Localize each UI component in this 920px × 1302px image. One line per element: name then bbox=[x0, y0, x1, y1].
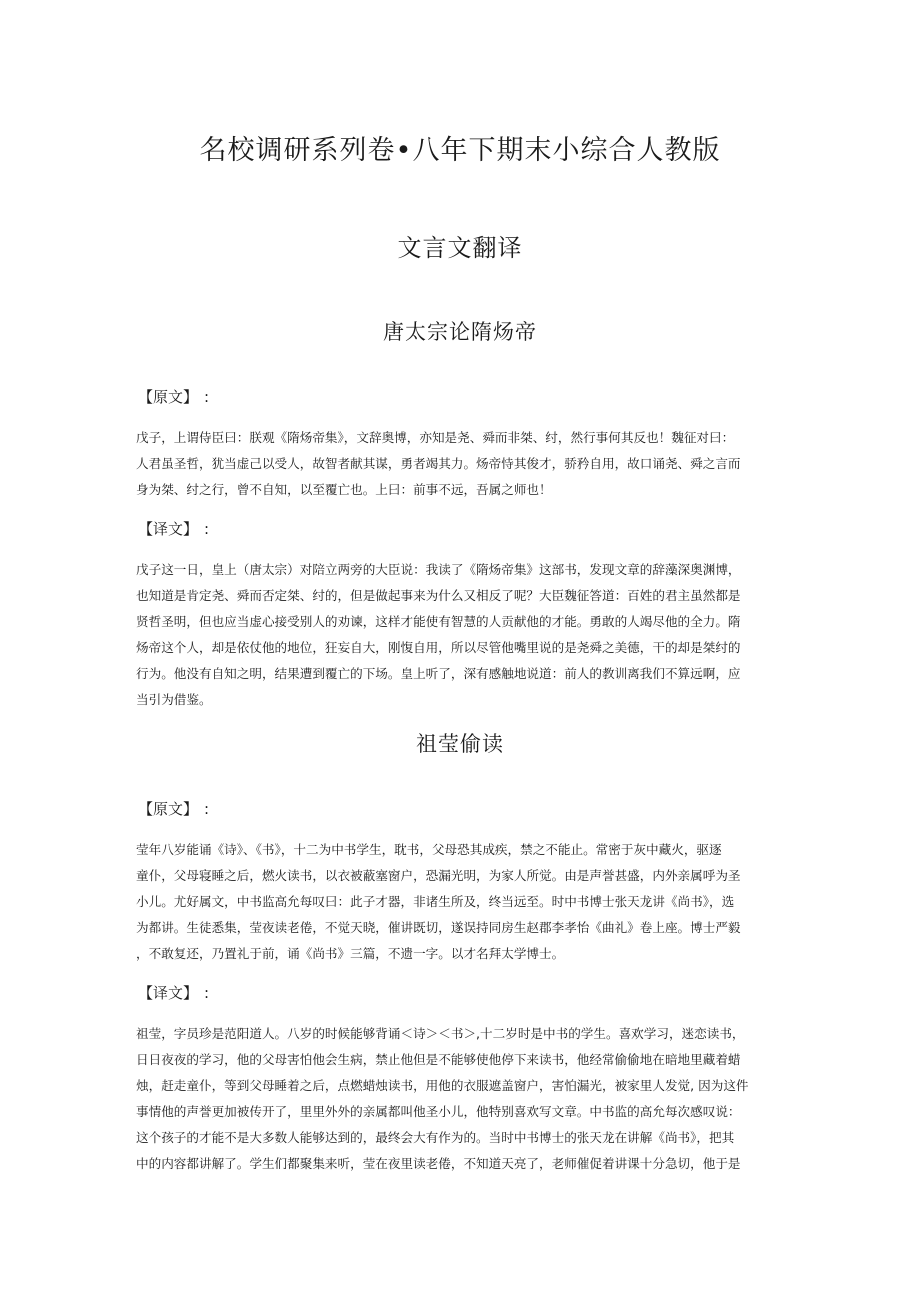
original-text-1 bbox=[136, 425, 786, 503]
document-sub-title: 文言文翻译 bbox=[397, 234, 523, 262]
label-colon: : bbox=[204, 520, 210, 538]
text-line: 日日夜夜的学习，他的父母害怕他会生病，禁止他但是不能够使他停下来读书，他经常偷偷地在暗地里藏着蜡 bbox=[136, 1052, 741, 1067]
text-line: 身为桀、纣之行，曾不自知，以至覆亡也。上曰：前事不远，吾属之师也！ bbox=[136, 482, 552, 497]
text-line: 这个孩子的才能不是大多数人能够达到的，最终会大有作为的。当时中书博士的张天龙在讲解《尚书》，把其 bbox=[136, 1130, 735, 1145]
original-label-text: 【原文】 bbox=[138, 800, 199, 818]
original-label-text: 【原文】 bbox=[138, 388, 199, 406]
original-label-1 bbox=[138, 386, 209, 407]
text-line: 祖莹，字员珍是范阳道人。八岁的时候能够背诵＜诗＞＜书＞,十二岁时是中书的学生。喜欢学习，迷恋读书， bbox=[136, 1026, 745, 1041]
translation-label-text: 【译文】 bbox=[138, 520, 199, 538]
text-line: 童仆，父母寝睡之后，燃火读书，以衣被蔽塞窗户，恐漏光明，为家人所觉。由是声誉甚盛，内外亲属呼为圣 bbox=[136, 868, 741, 883]
text-line: 炀帝这个人，却是依仗他的地位，狂妄自大，刚愎自用，所以尽管他嘴里说的是尧舜之美德，干的却是桀纣的 bbox=[136, 640, 741, 655]
original-text-2 bbox=[136, 837, 786, 967]
text-line: 事情他的声誉更加被传开了，里里外外的亲属都叫他圣小儿，他特别喜欢写文章。中书监的高允每次感叹说： bbox=[136, 1104, 741, 1119]
translation-label-1 bbox=[138, 518, 209, 539]
text-line: 戊子，上谓侍臣曰：朕观《隋炀帝集》，文辞奥博，亦知是尧、舜而非桀、纣，然行事何其反也！魏征对曰： bbox=[136, 430, 735, 445]
translation-label-2 bbox=[138, 982, 209, 1003]
text-line: 莹年八岁能诵《诗》、《书》，十二为中书学生，耽书，父母恐其成疾，禁之不能止。常密于灰中藏火，驱逐 bbox=[136, 842, 722, 857]
text-line: 中的内容都讲解了。学生们都聚集来听，莹在夜里读老倦，不知道天亮了，老师催促着讲课十分急切，他于是 bbox=[136, 1156, 741, 1171]
text-line: 小儿。尤好属文，中书监高允每叹曰：此子才器，非诸生所及，终当远至。时中书博士张天龙讲《尚书》，选 bbox=[136, 894, 735, 909]
text-line: 戊子这一日，皇上（唐太宗）对陪立两旁的大臣说：我读了《隋炀帝集》这部书，发现文章的辞藻深奥渊博， bbox=[136, 562, 741, 577]
document-main-title: 名校调研系列卷•八年下期末小综合人教版 bbox=[199, 135, 721, 166]
label-colon: : bbox=[204, 984, 210, 1002]
text-line: 人君虽圣哲，犹当虚己以受人，故智者献其谋，勇者竭其力。炀帝恃其俊才，骄矜自用，故口诵尧、舜之言而 bbox=[136, 456, 741, 471]
label-colon: : bbox=[204, 388, 210, 406]
text-line: 为都讲。生徒悉集，莹夜读老倦，不觉天晓，催讲既切，遂误持同房生赵郡李孝怡《曲礼》卷上座。博士严毅 bbox=[136, 920, 741, 935]
text-line: ，不敢复还，乃置礼于前，诵《尚书》三篇，不遗一字。以才名拜太学博士。 bbox=[136, 946, 565, 961]
text-line: 贤哲圣明，但也应当虚心接受别人的劝谏，这样才能使有智慧的人贡献他的才能。勇敢的人竭尽他的全力。隋 bbox=[136, 614, 741, 629]
label-colon: : bbox=[204, 800, 210, 818]
text-line: 当引为借鉴。 bbox=[136, 692, 212, 707]
story-title-1: 唐太宗论隋炀帝 bbox=[383, 320, 537, 344]
translation-text-2 bbox=[136, 1021, 786, 1177]
text-line: 也知道是肯定尧、舜而否定桀、纣的，但是做起事来为什么又相反了呢？大臣魏征答道：百姓的君主虽然都是 bbox=[136, 588, 741, 603]
translation-label-text: 【译文】 bbox=[138, 984, 199, 1002]
translation-text-1 bbox=[136, 557, 786, 713]
text-line: 行为。他没有自知之明，结果遭到覆亡的下场。皇上听了，深有感触地说道：前人的教训离我们不算远啊，应 bbox=[136, 666, 741, 681]
story-title-2: 祖莹偷读 bbox=[416, 732, 504, 756]
original-label-2 bbox=[138, 798, 209, 819]
text-line: 烛，赶走童仆，等到父母睡着之后，点燃蜡烛读书，用他的衣服遮盖窗户，害怕漏光，被家里人发觉, 因为这件 bbox=[136, 1078, 749, 1093]
